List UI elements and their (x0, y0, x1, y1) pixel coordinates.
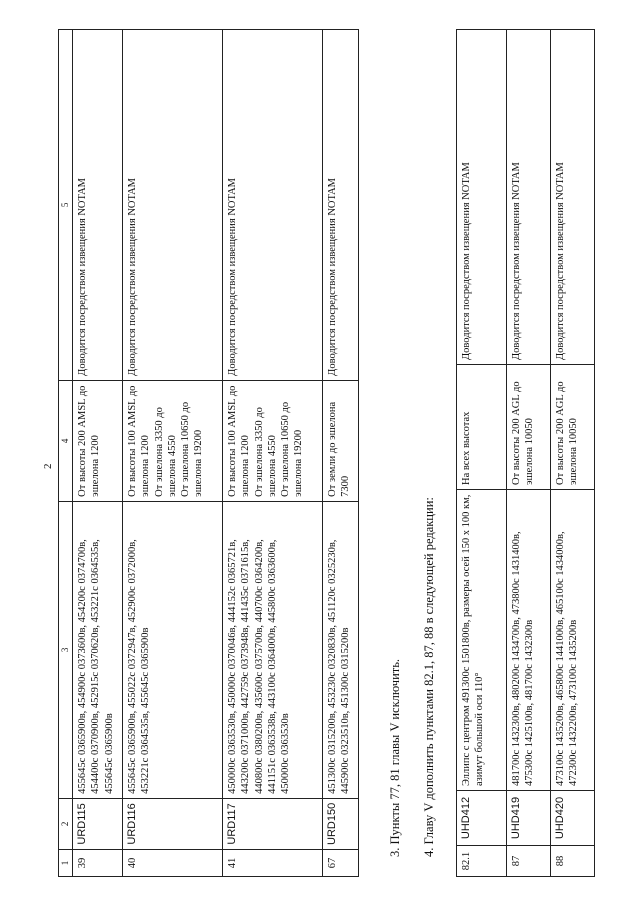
table-row (507, 30, 551, 877)
table-row (73, 30, 123, 877)
height-range: От высоты 200 AGL до эшелона 10050 (511, 381, 536, 485)
height-range: На всех высотах (461, 411, 472, 485)
zone-coordinates: 455645с 0365900в, 454900с 0373600в, 454200с 0374700в, 454400с 0370900в, 452915с 0370620в, 453221с 0364535в, 455645с 0365900в (73, 501, 123, 798)
row-number: 40 (123, 850, 223, 877)
zone-note: Доводится посредством извещения NOTAM (73, 30, 123, 381)
row-number: 67 (323, 850, 359, 877)
header-cell: 5 (59, 30, 73, 381)
zone-heights (507, 365, 551, 490)
airspace-table-1 (58, 29, 359, 877)
height-range: От эшелона 10650 до эшелона 19200 (279, 401, 304, 497)
row-number: 41 (223, 850, 323, 877)
zone-code: UHD420 (551, 791, 595, 846)
zone-code: URD115 (73, 798, 123, 849)
row-number: 39 (73, 850, 123, 877)
height-range: От земли до эшелона 7300 (327, 401, 352, 497)
zone-coordinates: Эллипс с центром 491300с 1501800в, размеры осей 150 x 100 км, азимут большой оси 110° (457, 490, 507, 791)
row-number: 82.1 (457, 846, 507, 877)
zone-note: Доводится посредством извещения NOTAM (323, 30, 359, 381)
table-row (123, 30, 223, 877)
zone-heights (223, 380, 323, 501)
zone-note: Доводится посредством извещения NOTAM (551, 30, 595, 365)
zone-heights (551, 365, 595, 490)
zone-code: UHD412 (457, 791, 507, 846)
height-range: От высоты 100 AMSL до эшелона 1200 (127, 385, 152, 497)
height-range: От эшелона 3350 до эшелона 4550 (153, 407, 178, 497)
zone-heights (73, 380, 123, 501)
page-number: 2 (42, 463, 54, 469)
zone-coordinates: 455645с 0365900в, 455022с 0372947в, 452900с 0372000в, 453221с 0364535в, 455645с 0365900в (123, 501, 223, 798)
header-cell: 3 (59, 501, 73, 798)
paragraph-4: 4. Главу V дополнить пунктами 82.1, 87, 88 в следующей редакции: (422, 497, 436, 857)
table-header-row (59, 30, 73, 877)
zone-coordinates: 451300с 0315200в, 453230с 0320830в, 451120с 0325230в, 445900с 0323510в, 451300с 0315200в (323, 501, 359, 798)
airspace-table-2 (456, 29, 595, 877)
zone-heights (123, 380, 223, 501)
table-row (223, 30, 323, 877)
zone-note: Доводится посредством извещения NOTAM (123, 30, 223, 381)
row-number: 87 (507, 846, 551, 877)
paragraph-3: 3. Пункты 77, 81 главы V исключить. (388, 658, 402, 857)
height-range: От эшелона 10650 до эшелона 19200 (179, 401, 204, 497)
table-row (457, 30, 507, 877)
table-row (551, 30, 595, 877)
zone-note: Доводится посредством извещения NOTAM (223, 30, 323, 381)
zone-coordinates: 473100с 1435200в, 465800с 1441000в, 465100с 1434000в, 472300с 1432200в, 473100с 1435200в (551, 490, 595, 791)
height-range: От высоты 200 AMSL до эшелона 1200 (77, 385, 102, 497)
zone-heights (323, 380, 359, 501)
height-range: От высоты 100 AMSL до эшелона 1200 (227, 385, 252, 497)
zone-note: Доводится посредством извещения NOTAM (507, 30, 551, 365)
header-cell: 4 (59, 380, 73, 501)
height-range: От эшелона 3350 до эшелона 4550 (253, 407, 278, 497)
zone-coordinates: 450000с 0363530в, 450000с 0370046в, 444152с 0365721в, 443200с 0371000в, 442759с 0373948в, 441435с 0371615в, 440800с 0380200в, 435600с 0375700в, 440700с 0364200в, 441151с 0363538в, 443100с 0364000в, 445800с 0363600в, 450000с 0363530в (223, 501, 323, 798)
zone-code: UHD419 (507, 791, 551, 846)
table-row (323, 30, 359, 877)
zone-heights (457, 365, 507, 490)
zone-note: Доводится посредством извещения NOTAM (457, 30, 507, 365)
zone-coordinates: 481700с 1432300в, 480200с 1434700в, 473800с 1431400в, 475300с 1425100в, 481700с 1432300в (507, 490, 551, 791)
zone-code: URD150 (323, 798, 359, 849)
height-range: От высоты 200 AGL до эшелона 10050 (555, 381, 580, 485)
zone-code: URD116 (123, 798, 223, 849)
header-cell: 1 (59, 850, 73, 877)
zone-code: URD117 (223, 798, 323, 849)
header-cell: 2 (59, 798, 73, 849)
row-number: 88 (551, 846, 595, 877)
